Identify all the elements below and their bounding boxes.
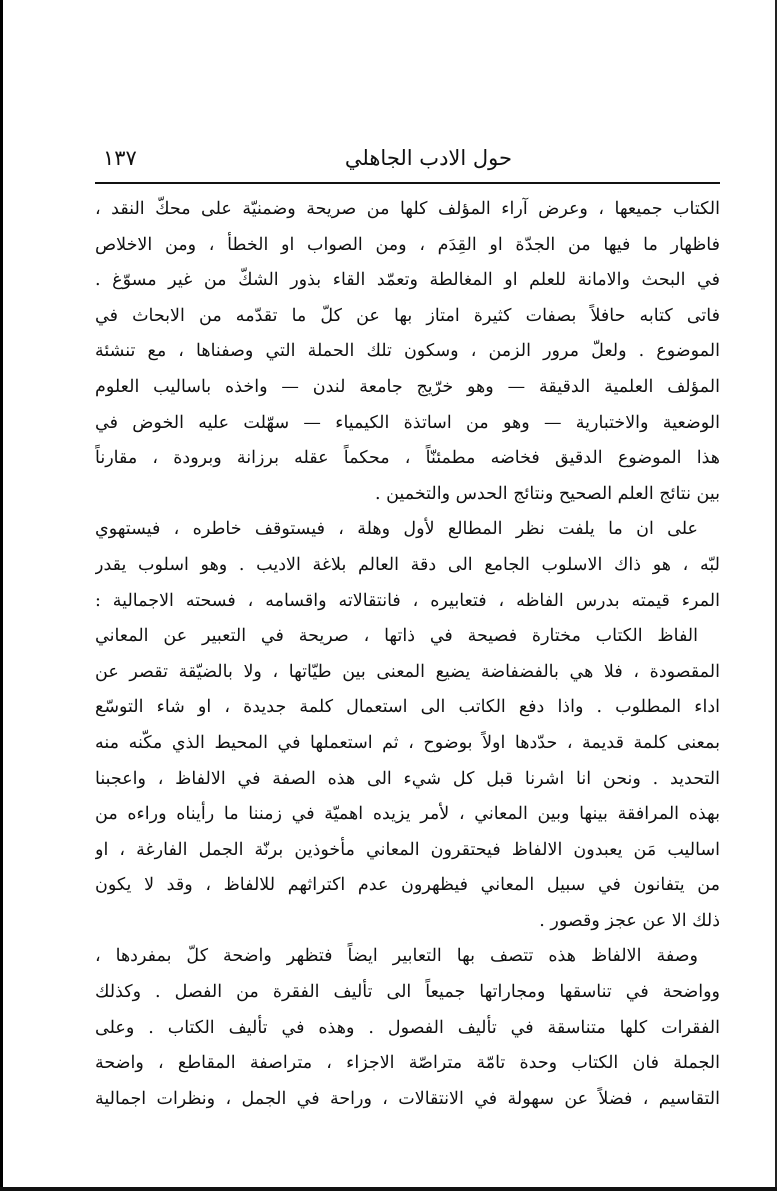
scan-border-left	[0, 0, 3, 1191]
text-line: الكتاب جميعها ، وعرض آراء المؤلف كلها من صريحة وضمنيّة على محكّ النقد ،	[95, 199, 720, 219]
text-line: المؤلف العلمية الدقيقة — وهو خرّيج جامعة لندن — واخذه باساليب العلوم	[95, 376, 720, 397]
text-line: الفاظ الكتاب مختارة فصيحة في ذاتها ، صريحة في التعبير عن المعاني	[95, 626, 698, 647]
text-line: ذلك الا عن عجز وقصور .	[539, 910, 720, 931]
text-line: فاظهار ما فيها من الجدّة او القِدَم ، ومن الصواب او الخطأ ، ومن الاخلاص	[95, 234, 720, 255]
text-line: في البحث والامانة للعلم او المغالطة وتعمّد القاء بذور الشكّ من غير مسوّغ .	[95, 270, 720, 291]
text-line: من يتفانون في سبيل المعاني فيظهرون عدم اكتراثهم للالفاظ ، وقد لا يكون	[95, 875, 720, 896]
text-line: وصفة الالفاظ هذه تتصف بها التعابير ايضاً فتظهر واضحة كلّ بمفردها ،	[95, 946, 698, 967]
text-line: الجملة فان الكتاب وحدة تامّة متراصّة الاجزاء ، متراصفة المقاطع ، واضحة	[95, 1053, 720, 1074]
text-line: بين نتائج العلم الصحيح ونتائج الحدس والتخمين .	[374, 483, 720, 504]
text-line: هذا الموضوع الدقيق فخاضه مطمئنّاً ، محكماً عقله برزانة وبرودة ، مقارناً	[95, 448, 720, 469]
text-line: الموضوع . ولعلّ مرور الزمن ، وسكون تلك الحملة التي وصفناها ، مع تنشئة	[95, 341, 720, 362]
scan-border-bottom	[0, 1187, 777, 1191]
text-line: على ان ما يلفت نظر المطالع لأول وهلة ، فيستوقف خاطره ، فيستهوي	[95, 519, 698, 540]
header-rule	[95, 182, 720, 184]
text-line: لبّه ، هو ذاك الاسلوب الجامع الى دقة العالم بلاغة الاديب . وهو اسلوب يقدر	[95, 554, 720, 575]
page-number: ١٣٧	[103, 146, 137, 170]
text-line: المقصودة ، فلا هي بالفضفاضة يضيع المعنى بين طيّاتها ، ولا بالضيّقة تقصر عن	[95, 661, 720, 682]
text-line: وواضحة في تناسقها ومجاراتها جميعاً الى تأليف الفقرة من الفصل . وكذلك	[95, 982, 720, 1003]
text-line: فاتى كتابه حافلاً بصفات كثيرة امتاز بها عن كلّ ما تقدّمه من الابحاث في	[95, 305, 720, 326]
text-line: اساليب مَن يعبدون الالفاظ فيحتقرون المعاني مأخوذين برنّة الجمل الفارغة ، او	[95, 839, 720, 860]
text-line: التحديد . ونحن انا اشرنا قبل كل شيء الى هذه الصفة في الالفاظ ، واعجبنا	[95, 768, 720, 789]
text-line: المرء قيمته بدرس الفاظه ، فتعابيره ، فانتقالاته واقسامه ، فسحته الاجمالية :	[95, 590, 720, 611]
text-line: بهذه المرافقة بينها وبين المعاني ، لأمر يزيده اهميّة في زمننا ما رأيناه وراءه من	[95, 804, 720, 825]
running-title: حول الادب الجاهلي	[344, 146, 512, 170]
text-line: الوضعية والاختبارية — وهو من اساتذة الكيمياء — سهّلت عليه الخوض في	[95, 412, 720, 433]
text-line: الفقرات كلها متناسقة في تأليف الفصول . وهذه في تأليف الكتاب . وعلى	[95, 1017, 720, 1038]
page-header	[95, 146, 717, 180]
text-line: بمعنى كلمة قديمة ، حدّدها اولاً بوضوح ، ثم استعملها في المحيط الذي مكّنه منه	[95, 732, 720, 753]
text-line: اداء المطلوب . واذا دفع الكاتب الى استعمال كلمة جديدة ، او شاء التوسّع	[95, 697, 720, 718]
body-text	[95, 192, 720, 1117]
text-line: التقاسيم ، فضلاً عن سهولة في الانتقالات ، وراحة في الجمل ، ونظرات اجمالية	[95, 1088, 720, 1109]
